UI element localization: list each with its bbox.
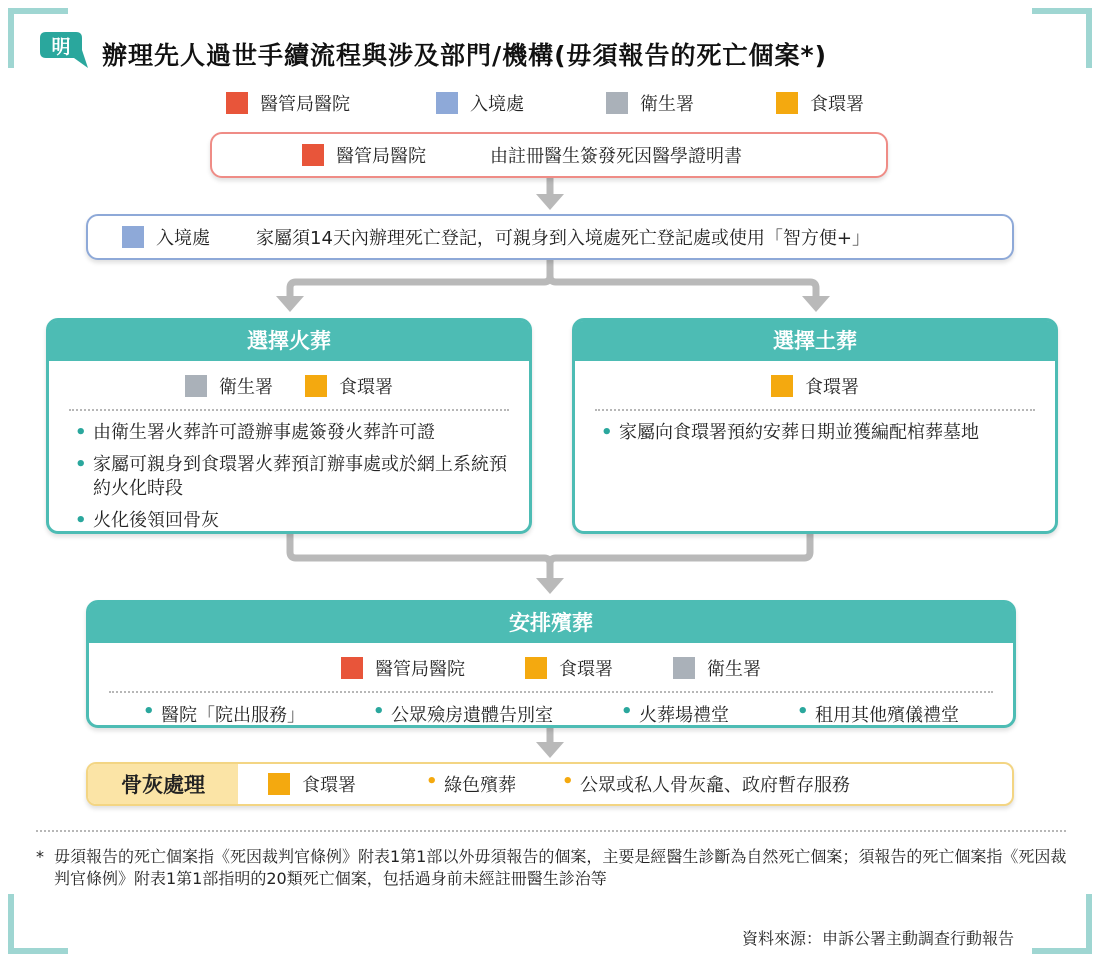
step-death-certificate: [210, 132, 888, 178]
cremation-orgs: 衛生署 食環署: [49, 367, 529, 405]
step2-org: 入境處: [156, 228, 210, 249]
step1-org: 醫管局醫院: [336, 146, 426, 167]
step2-text: 家屬須14天內辦理死亡登記，可親身到入境處死亡登記處或使用「智方便+」: [256, 228, 870, 249]
divider: [69, 409, 509, 411]
step1-text: 由註冊醫生簽發死因醫學證明書: [490, 146, 742, 167]
burial-box: [572, 318, 1058, 534]
orange-square-icon: [525, 657, 547, 679]
list-item: • 公眾或私人骨灰龕、政府暫存服務: [562, 771, 850, 797]
red-square-icon: [341, 657, 363, 679]
legend-item-health-dept: 衛生署: [606, 90, 694, 116]
list-item: • 綠色殯葬: [426, 771, 516, 797]
burial-steps: [575, 417, 1055, 445]
burial-orgs: 食環署: [575, 367, 1055, 405]
source-credit: 資料來源：申訴公署主動調查行動報告: [741, 929, 1014, 948]
gray-square-icon: [673, 657, 695, 679]
divider: [109, 691, 993, 693]
arrow-down-icon: [536, 578, 564, 594]
orange-square-icon: [305, 375, 327, 397]
ashes-box: [86, 762, 1014, 806]
list-item: • 由衛生署火葬許可證辦事處簽發火葬許可證: [75, 421, 509, 445]
footnote-mark: *: [36, 847, 44, 866]
footer-divider: [36, 830, 1066, 832]
list-item: • 家屬可親身到食環署火葬預訂辦事處或於網上系統預約火化時段: [75, 453, 509, 501]
funeral-orgs: 醫管局醫院 食環署 衛生署: [89, 649, 1013, 687]
ashes-header: 骨灰處理: [88, 764, 238, 804]
svg-text:明: 明: [51, 36, 71, 58]
legend-item-ha-hospital: 醫管局醫院: [226, 90, 350, 116]
funeral-venues: [89, 701, 1013, 727]
gray-square-icon: [185, 375, 207, 397]
arrow-down-icon: [536, 194, 564, 210]
page-title: 辦理先人過世手續流程與涉及部門/機構(毋須報告的死亡個案*): [102, 41, 828, 70]
divider: [595, 409, 1035, 411]
legend-item-immigration: 入境處: [436, 90, 524, 116]
list-item: • 醫院「院出服務」: [143, 701, 305, 727]
arrow-down-icon: [536, 742, 564, 758]
legend-item-fehd: 食環署: [776, 90, 864, 116]
cremation-box: [46, 318, 532, 534]
list-item: • 租用其他殯儀禮堂: [797, 701, 959, 727]
ashes-org: 食環署: [302, 775, 356, 796]
red-square-icon: [302, 144, 324, 166]
orange-square-icon: [268, 773, 290, 795]
cremation-steps: [49, 417, 529, 533]
orange-square-icon: [771, 375, 793, 397]
step-death-registration: [86, 214, 1014, 260]
list-item: • 火化後領回骨灰: [75, 509, 509, 533]
blue-square-icon: [122, 226, 144, 248]
footnote: [36, 846, 1076, 890]
cremation-header: 選擇火葬: [49, 321, 529, 361]
burial-header: 選擇土葬: [575, 321, 1055, 361]
list-item: • 火葬場禮堂: [621, 701, 729, 727]
arrow-down-icon: [802, 296, 830, 312]
list-item: • 家屬向食環署預約安葬日期並獲編配棺葬墓地: [601, 421, 1035, 445]
funeral-header: 安排殯葬: [89, 603, 1013, 643]
footnote-text: 毋須報告的死亡個案指《死因裁判官條例》附表1第1部以外毋須報告的個案，主要是經醫生診斷為自然死亡個案；須報告的死亡個案指《死因裁判官條例》附表1第1部指明的20類死亡個案，包括過身前未經註冊醫生診治等: [54, 847, 1067, 888]
list-item: • 公眾殮房遺體告別室: [373, 701, 553, 727]
funeral-box: [86, 600, 1016, 728]
arrow-down-icon: [276, 296, 304, 312]
